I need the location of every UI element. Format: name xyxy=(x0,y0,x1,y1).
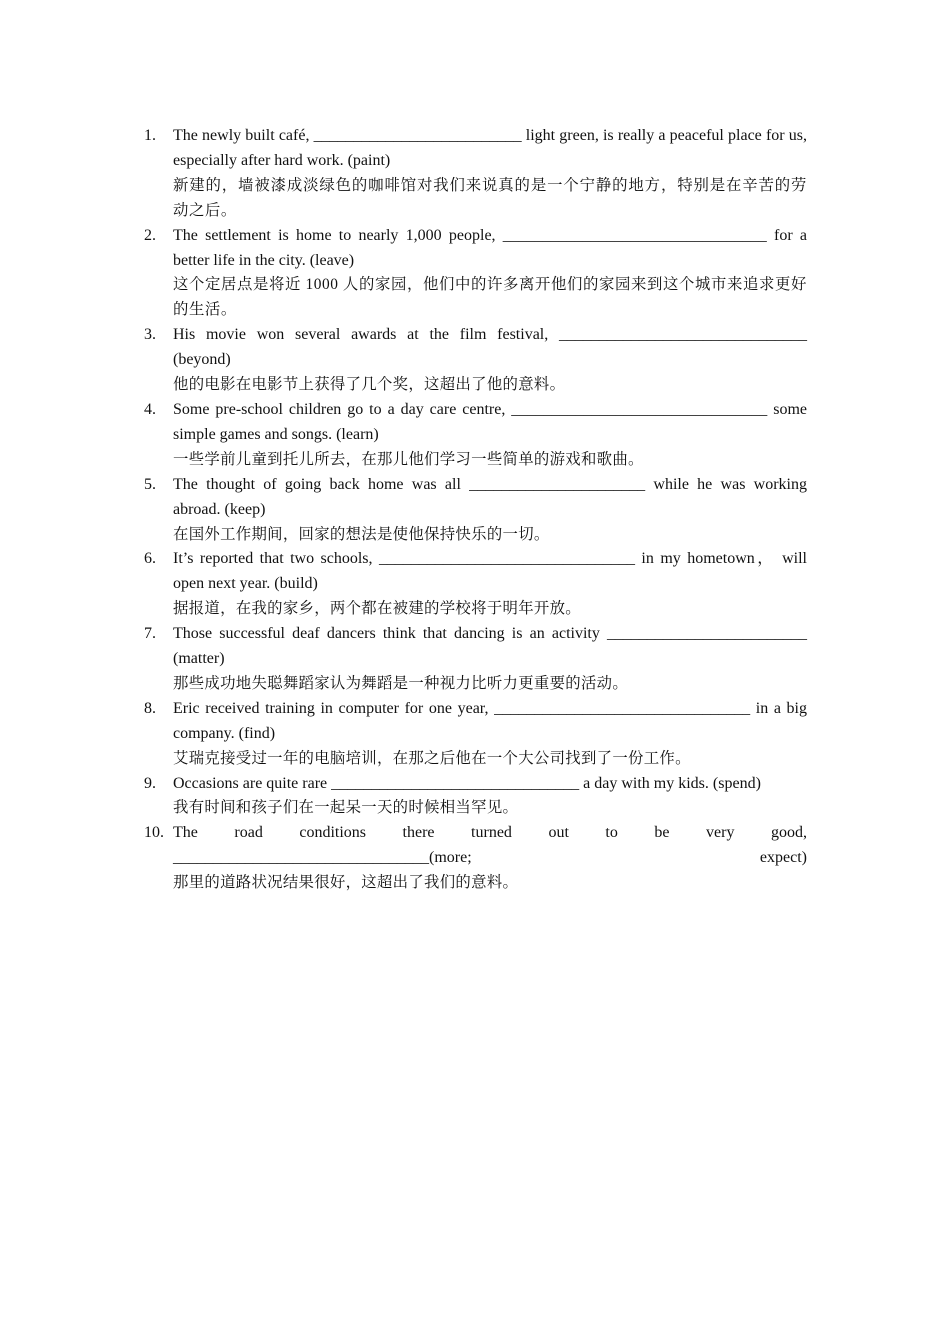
exercise-number: 10. xyxy=(144,824,164,842)
chinese-translation: 一些学前儿童到托儿所去，在那儿他们学习一些简单的游戏和歌曲。 xyxy=(173,450,644,468)
english-sentence: Some pre-school children go to a day care centre, ________________________________ some simple games and songs. (learn) xyxy=(173,400,807,443)
exercise-item-5 xyxy=(144,473,807,548)
exercise-number: 6. xyxy=(144,550,156,568)
english-sentence: It’s reported that two schools, ________________________________ in my hometown， will open next year. (build) xyxy=(173,550,807,593)
english-sentence: The road conditions there turned out to be very good, ________________________________(more; expect) xyxy=(173,824,807,867)
chinese-translation: 艾瑞克接受过一年的电脑培训，在那之后他在一个大公司找到了一份工作。 xyxy=(173,749,691,767)
chinese-translation: 他的电影在电影节上获得了几个奖，这超出了他的意料。 xyxy=(173,376,566,394)
exercise-item-10 xyxy=(144,821,807,896)
english-sentence: Those successful deaf dancers think that dancing is an activity _________________________ (matter) xyxy=(173,625,807,668)
chinese-translation: 在国外工作期间，回家的想法是使他保持快乐的一切。 xyxy=(173,525,550,543)
exercise-item-8 xyxy=(144,697,807,772)
exercise-number: 7. xyxy=(144,625,156,643)
exercise-number: 2. xyxy=(144,226,156,244)
chinese-translation: 那里的道路状况结果很好，这超出了我们的意料。 xyxy=(173,874,519,892)
english-sentence: The newly built café, __________________________ light green, is really a peaceful place for us, especially after hard work. (paint) xyxy=(173,127,807,169)
chinese-translation: 新建的，墙被漆成淡绿色的咖啡馆对我们来说真的是一个宁静的地方，特别是在辛苦的劳动之后。 xyxy=(173,176,807,219)
exercise-item-7 xyxy=(144,622,807,697)
english-sentence: His movie won several awards at the film festival, _______________________________ (beyond) xyxy=(173,326,807,369)
chinese-translation: 据报道，在我的家乡，两个都在被建的学校将于明年开放。 xyxy=(173,600,581,618)
exercise-number: 3. xyxy=(144,326,156,344)
exercise-item-3 xyxy=(144,323,807,398)
exercise-number: 8. xyxy=(144,699,156,717)
english-sentence: The thought of going back home was all ______________________ while he was working abroad. (keep) xyxy=(173,475,807,518)
exercise-item-6 xyxy=(144,547,807,622)
translation-exercise-list xyxy=(144,124,807,896)
exercise-number: 9. xyxy=(144,774,156,792)
exercise-item-1 xyxy=(144,124,807,224)
exercise-item-4 xyxy=(144,398,807,473)
chinese-translation: 这个定居点是将近 1000 人的家园，他们中的许多离开他们的家园来到这个城市来追求更好的生活。 xyxy=(173,276,807,319)
chinese-translation: 我有时间和孩子们在一起呆一天的时候相当罕见。 xyxy=(173,799,519,817)
exercise-item-9 xyxy=(144,772,807,822)
exercise-number: 4. xyxy=(144,400,156,418)
english-sentence: Occasions are quite rare _______________________________ a day with my kids. (spend) xyxy=(173,774,761,792)
english-sentence: The settlement is home to nearly 1,000 people, _________________________________ for a better life in the city. (leave) xyxy=(173,226,807,269)
exercise-number: 5. xyxy=(144,475,156,493)
exercise-number: 1. xyxy=(144,127,156,144)
english-sentence: Eric received training in computer for one year, ________________________________ in a big company. (find) xyxy=(173,699,807,742)
exercise-item-2 xyxy=(144,224,807,324)
chinese-translation: 那些成功地失聪舞蹈家认为舞蹈是一种视力比听力更重要的活动。 xyxy=(173,674,629,692)
